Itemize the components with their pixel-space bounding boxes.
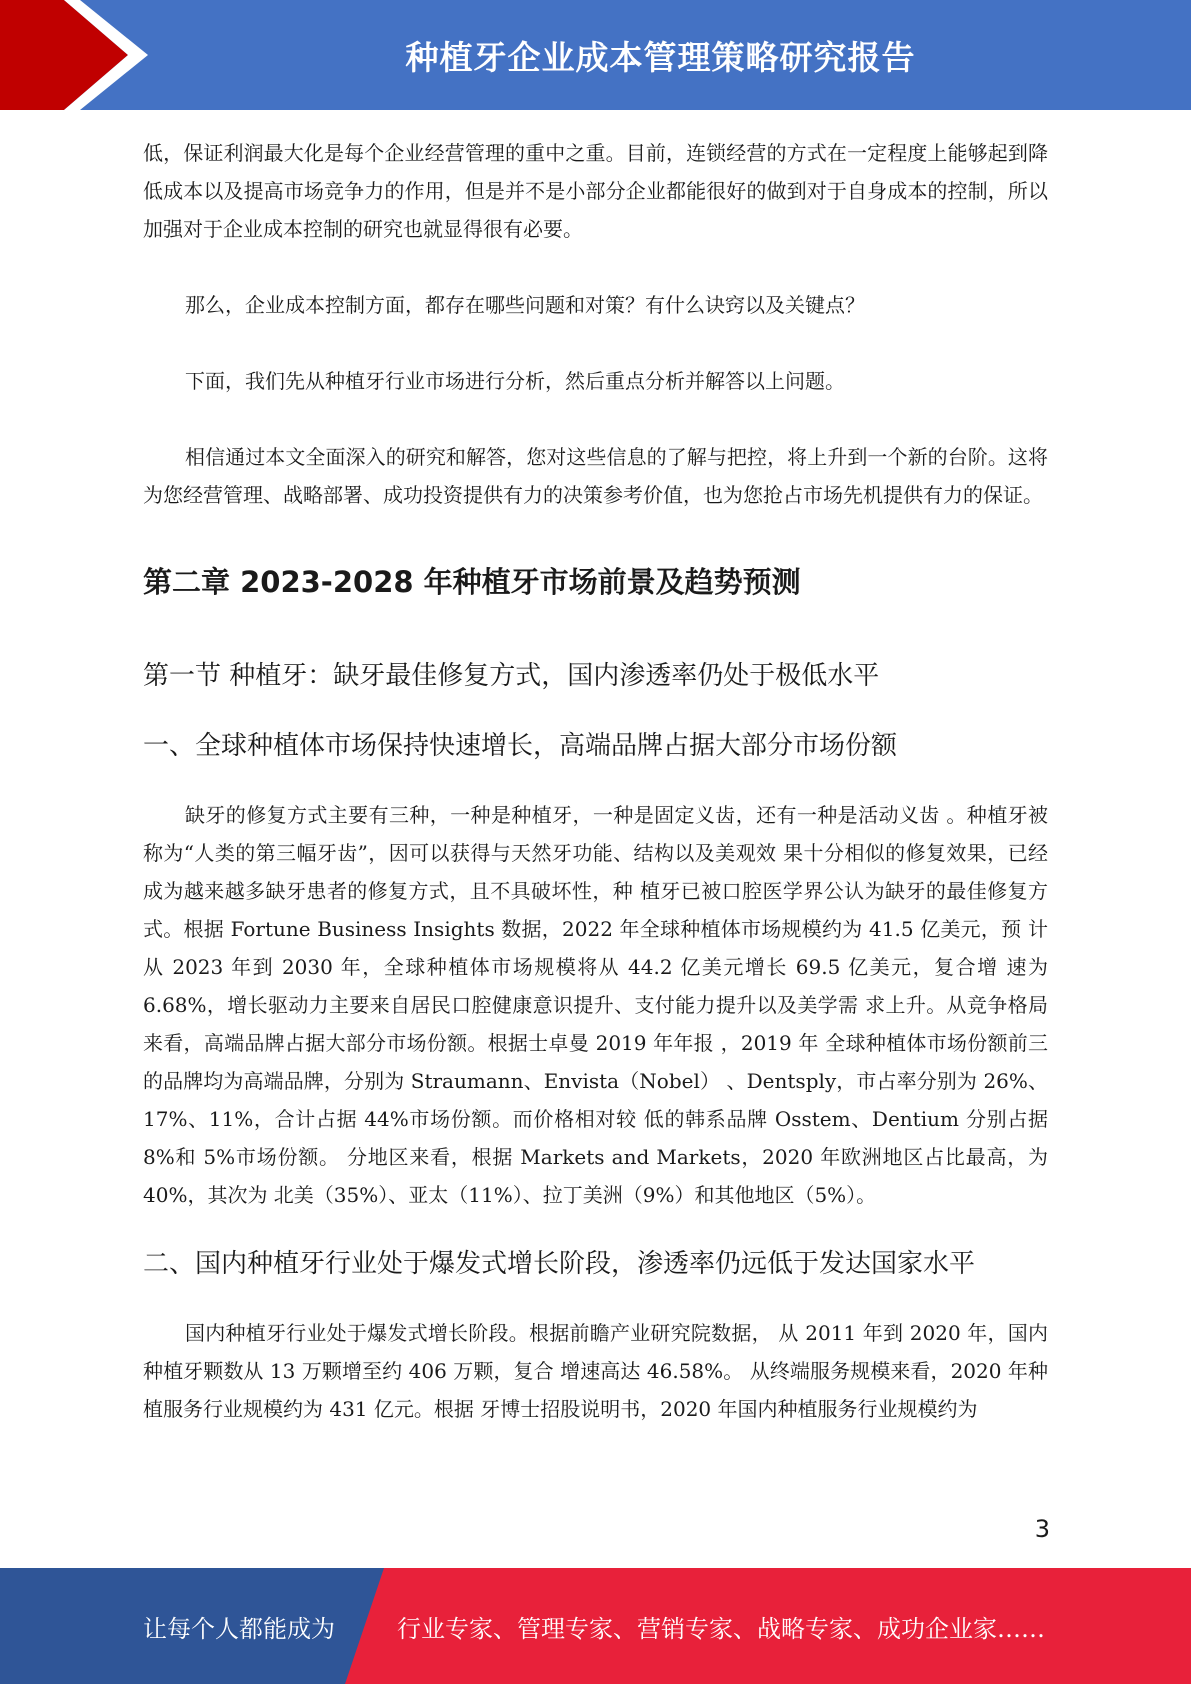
- footer-left-text: 让每个人都能成为: [143, 1614, 335, 1643]
- page-header: [0, 0, 1191, 110]
- chapter-heading: 第二章 2023-2028 年种植牙市场前景及趋势预测: [143, 565, 801, 599]
- header-title: 种植牙企业成本管理策略研究报告: [405, 37, 916, 77]
- intro-paragraph-2: 那么，企业成本控制方面，都存在哪些问题和对策？有什么诀窍以及关键点？: [185, 293, 865, 317]
- subsection-1-paragraph: 缺牙的修复方式主要有三种，一种是种植牙，一种是固定义齿，还有一种是活动义齿 。种植牙被称为“人类的第三幅牙齿”，因可以获得与天然牙功能、结构以及美观效 果十分相似的修复效果，已经成为越来越多缺牙患者的修复方式，且不具破坏性，种 植牙已被口腔医学界公认为缺牙的最佳修复方式。根据 Fortune Business Insights 数据，2022 年全球种植体市场规模约为 41.5 亿美元，预 计从 2023 年到 2030 年，全球种植体市场规模将从 44.2 亿美元增长 69.5 亿美元，复合增 速为 6.68%，增长驱动力主要来自居民口腔健康意识提升、支付能力提升以及美学需 求上升。从竞争格局来看，高端品牌占据大部分市场份额。根据士卓曼 2019 年年报 ，2019 年 全球种植体市场份额前三的品牌均为高端品牌，分别为 Straumann、Envista（Nobel） 、Dentsply，市占率分别为 26%、17%、11%，合计占据 44%市场份额。而价格相对较 低的韩系品牌 Osstem、Dentium 分别占据 8%和 5%市场份额。 分地区来看，根据 Markets and Markets，2020 年欧洲地区占比最高，为 40%，其次为 北美（35%）、亚太（11%）、拉丁美洲（9%）和其他地区（5%）。: [143, 803, 1048, 1207]
- intro-paragraph-1: 低，保证利润最大化是每个企业经营管理的重中之重。目前，连锁经营的方式在一定程度上能够起到降低成本以及提高市场竞争力的作用，但是并不是小部分企业都能很好的做到对于自身成本的控制，所以加强对于企业成本控制的研究也就显得很有必要。: [143, 141, 1048, 241]
- subsection-heading-1: 一、全球种植体市场保持快速增长，高端品牌占据大部分市场份额: [143, 731, 898, 761]
- document-body: [143, 134, 1048, 1428]
- footer-right-text: 行业专家、管理专家、营销专家、战略专家、成功企业家……: [397, 1614, 1045, 1643]
- intro-paragraph-4: 相信通过本文全面深入的研究和解答，您对这些信息的了解与把控，将上升到一个新的台阶。这将为您经营管理、战略部署、成功投资提供有力的决策参考价值，也为您抢占市场先机提供有力的保证。: [143, 445, 1048, 507]
- page-footer: [0, 1568, 1191, 1684]
- subsection-heading-2: 二、国内种植牙行业处于爆发式增长阶段，渗透率仍远低于发达国家水平: [143, 1249, 976, 1279]
- section-heading: 第一节 种植牙：缺牙最佳修复方式，国内渗透率仍处于极低水平: [143, 661, 880, 691]
- page-number: 3: [1034, 1515, 1050, 1543]
- subsection-2-paragraph: 国内种植牙行业处于爆发式增长阶段。根据前瞻产业研究院数据， 从 2011 年到 2020 年，国内种植牙颗数从 13 万颗增至约 406 万颗，复合 增速高达 46.58%。 从终端服务规模来看，2020 年种植服务行业规模约为 431 亿元。根据 牙博士招股说明书，2020 年国内种植服务行业规模约为: [143, 1321, 1048, 1421]
- intro-paragraph-3: 下面，我们先从种植牙行业市场进行分析，然后重点分析并解答以上问题。: [185, 369, 845, 393]
